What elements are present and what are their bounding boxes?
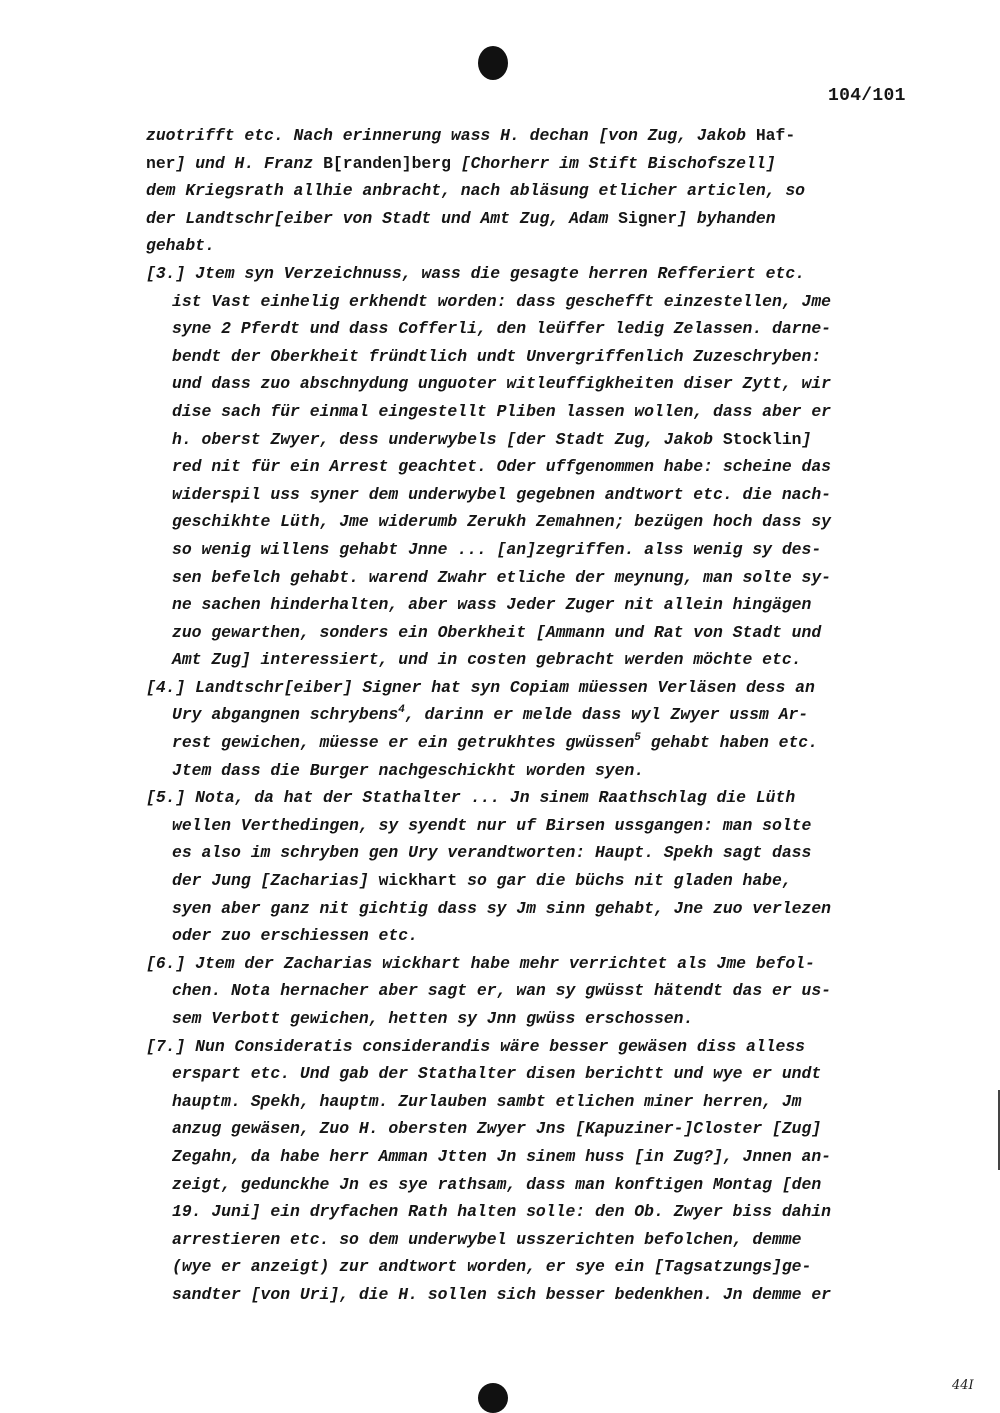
text-run: zuotrifft etc. Nach erinnerung wass H. dechan [von Zug, Jakob [146,126,756,145]
text-run: der Landtschr[eiber von Stadt und Amt Zug, Adam [146,208,619,228]
text-line: Zegahn, da habe herr Amman Jtten Jn sinem huss [in Zug?], Jnnen an- [172,1146,832,1166]
text-run: ] und H. Franz [175,153,324,173]
text-run: , darinn er melde dass wyl Zwyer ussm Ar- [404,705,809,725]
text-line: zuo gewarthen, sonders ein Oberkheit [Ammann und Rat von Stadt und [172,622,822,642]
document-body [146,122,916,1309]
text-line: es also im schryben gen Ury verandtworten: Haupt. Spekh sagt dass [172,843,812,863]
person-name: B[randen]berg [323,153,451,173]
text-line: gehabt. [146,236,215,256]
footnote-marker: 5 [634,731,641,744]
text-run: [Chorherr im Stift Bischofszell] [450,153,776,173]
text-run: h. oberst Zwyer, dess underwybels [der Stadt Zug, Jakob [172,429,723,449]
text-line: und dass zuo abschnydung unguoter witleuffigkheiten diser Zytt, wir [172,374,832,394]
text-run: ] [801,429,812,449]
text-line: (wye er anzeigt) zur andtwort worden, er sye ein [Tagsatzungs]ge- [172,1257,812,1277]
text-line [146,205,916,233]
text-line: sandter [von Uri], die H. sollen sich besser bedenkhen. Jn demme er [172,1284,832,1304]
text-line [146,729,916,757]
text-line: anzug gewäsen, Zuo H. obersten Zwyer Jns [Kapuziner-]Closter [Zug] [172,1119,822,1139]
text-line: ist Vast einhelig erkhendt worden: dass geschefft einzestellen, Jme [172,291,832,311]
text-line: wellen Verthedingen, sy syendt nur uf Birsen ussgangen: man solte [172,815,812,835]
text-line [146,122,916,150]
text-line: ne sachen hinderhalten, aber wass Jeder Zuger nit allein hingägen [172,595,812,615]
person-name: Stocklin [722,429,802,449]
punch-hole-bottom [478,1383,508,1413]
text-run: rest gewichen, müesse er ein getrukhtes gwüssen [172,733,635,753]
text-run: Ury abgangnen schrybens [172,705,399,725]
text-line: hauptm. Spekh, hauptm. Zurlauben sambt etlichen miner herren, Jm [172,1091,802,1111]
text-line: so wenig willens gehabt Jnne ... [an]zegriffen. alss wenig sy des- [172,539,822,559]
text-line: geschikhte Lüth, Jme widerumb Zerukh Zemahnen; bezügen hoch dass sy [172,512,832,532]
paragraph-4-heading: [4.] Landtschr[eiber] Signer hat syn Copiam müessen Verläsen dess an [146,677,815,697]
footnote-marker: 4 [398,704,405,716]
text-line: syne 2 Pferdt und dass Cofferli, den leüffer ledig Zelassen. darne- [172,319,832,339]
page-number: 104/101 [828,86,906,106]
paragraph-7-heading: [7.] Nun Consideratis considerandis wäre besser gewäsen diss alless [146,1036,806,1056]
text-line: widerspil uss syner dem underwybel gegebnen andtwort etc. die nach- [172,484,832,504]
text-line: sem Verbott gewichen, hetten sy Jnn gwüss erschossen. [172,1009,694,1028]
text-line: red nit für ein Arrest geachtet. Oder uffgenommen habe: scheine das [172,457,832,477]
text-line: zeigt, gedunckhe Jn es sye rathsam, dass man konftigen Montag [den [172,1174,822,1194]
paragraph-6-heading: [6.] Jtem der Zacharias wickhart habe mehr verrichtet als Jme befol- [146,953,815,973]
text-line: dem Kriegsrath allhie anbracht, nach abläsung etlicher articlen, so [146,181,806,201]
text-line: dise sach für einmal eingestellt Pliben lassen wollen, dass aber er [172,401,832,421]
text-line: 19. Juni] ein dryfachen Rath halten solle: den Ob. Zwyer biss dahin [172,1202,832,1222]
person-name: ner [146,153,176,173]
person-name: Haf- [755,126,796,145]
text-line: sen befelch gehabt. warend Zwahr etliche der meynung, man solte sy- [172,567,832,587]
text-line [146,150,916,178]
text-line: syen aber ganz nit gichtig dass sy Jm sinn gehabt, Jne zuo verlezen [172,898,832,918]
text-line [146,701,916,729]
text-line: erspart etc. Und gab der Stathalter disen berichtt und wye er undt [172,1064,822,1084]
text-run: der Jung [Zacharias] [172,871,379,891]
handwritten-margin-mark: 44I [952,1378,974,1393]
text-line: Jtem dass die Burger nachgeschickht worden syen. [172,760,645,780]
text-line [146,867,916,895]
punch-hole-top [478,46,508,80]
text-run: so gar die büchs nit gladen habe, [457,871,792,891]
text-line: Amt Zug] interessiert, und in costen gebracht werden möchte etc. [172,650,802,670]
text-line: oder zuo erschiessen etc. [172,926,418,946]
text-line [146,426,916,454]
person-name: wickhart [378,871,458,891]
text-line: bendt der Oberkheit fründtlich undt Unvergriffenlich Zuzeschryben: [172,346,822,366]
paragraph-5-heading: [5.] Nota, da hat der Stathalter ... Jn sinem Raathschlag die Lüth [146,788,796,808]
text-run: gehabt haben etc. [640,733,818,753]
text-run: ] byhanden [677,208,776,228]
text-line: chen. Nota hernacher aber sagt er, wan sy gwüsst hätendt das er us- [172,981,832,1001]
paragraph-3-heading: [3.] Jtem syn Verzeichnuss, wass die gesagte herren Refferiert etc. [146,263,806,283]
person-name: Signer [618,208,678,228]
text-line: arrestieren etc. so dem underwybel usszerichten befolchen, demme [172,1229,802,1249]
